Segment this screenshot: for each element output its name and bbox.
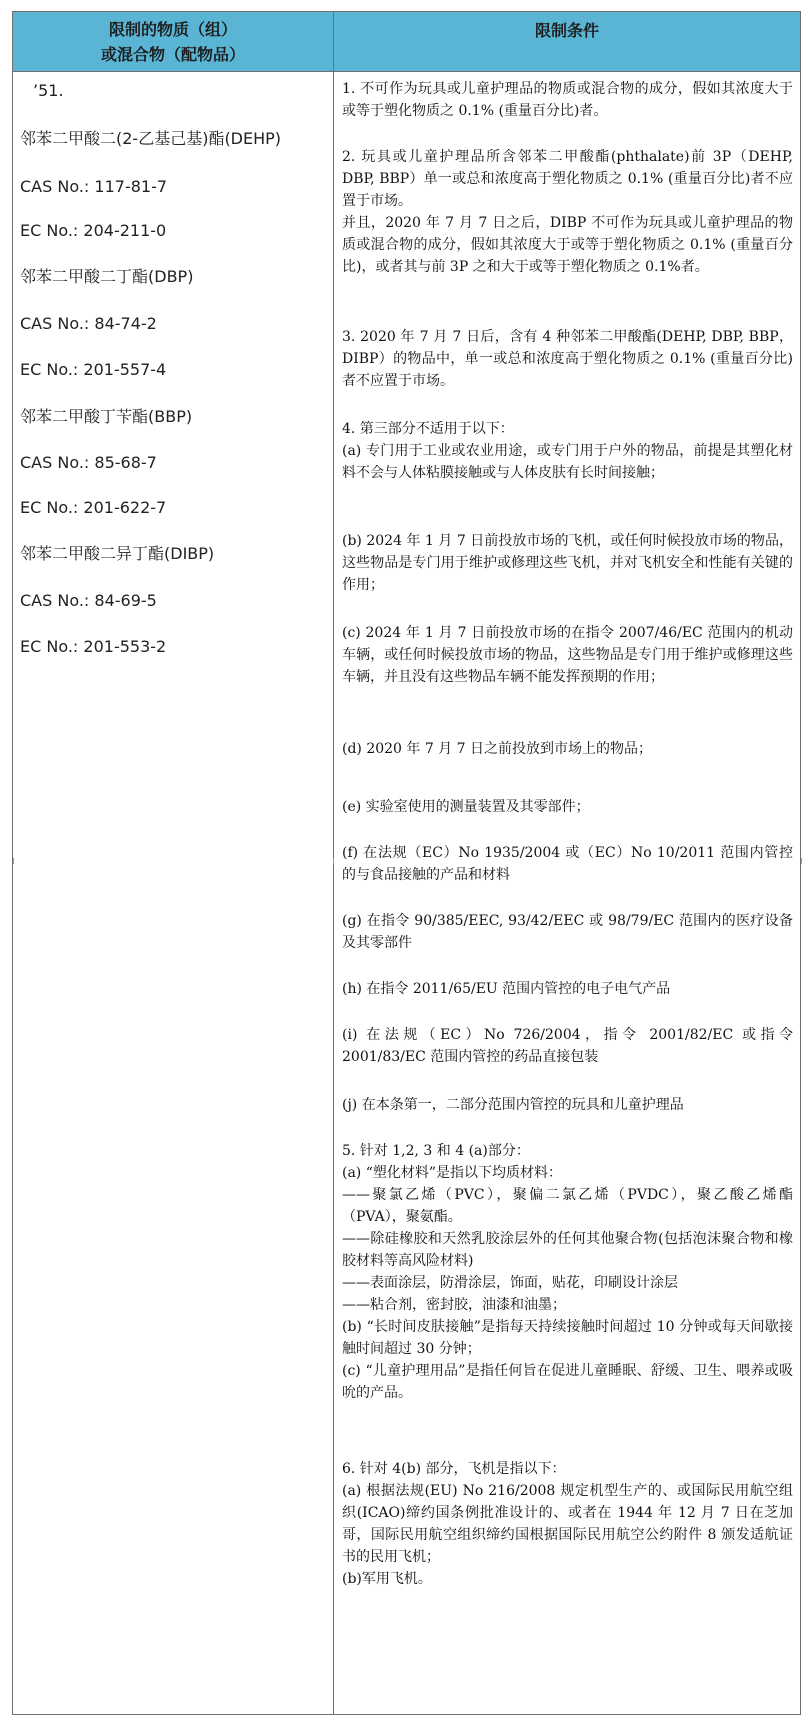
condition-paragraph-5: 5. 针对 1,2, 3 和 4 (a)部分： (a) “塑化材料”是指以下均质材料： ——聚氯乙烯（PVC），聚偏二氯乙烯（PVDC），聚乙酸乙烯酯（PVA），聚氨酯。 ——除硅橡胶和天然乳胶涂层外的任何其他聚合物(包括泡沫聚合物和橡胶材料等高风险材料) ——表面涂层，防滑涂层，饰面，贴花，印刷设计涂层 ——粘合剂，密封胶，油漆和油墨； (b) “长时间皮肤接触”是指每天持续接触时间超过 10 分钟或每天间歇接触时间超过 30 分钟； (c) “儿童护理用品”是指任何旨在促进儿童睡眠、舒缓、卫生、喂养或吸吮的产品。	[342, 1143, 793, 1401]
ec-number-bbp: EC No.: 201-622-7	[20, 498, 167, 517]
substance-name-dibp: 邻苯二甲酸二异丁酯(DIBP)	[20, 544, 215, 563]
table-header-row	[13, 12, 800, 72]
condition-paragraph-4c: (c) 2024 年 1 月 7 日前投放市场的在指令 2007/46/EC 范围内的机动车辆，或任何时候投放市场的物品，这些物品是专门用于维护或修理这些车辆，并且没有这些物品车辆不能发挥预期的作用；	[342, 625, 793, 685]
cas-number-dbp: CAS No.: 84-74-2	[20, 314, 157, 333]
left-edge-mark	[13, 858, 14, 864]
restriction-table	[12, 11, 801, 1715]
condition-paragraph-4j: (j) 在本条第一，二部分范围内管控的玩具和儿童护理品	[342, 1097, 684, 1113]
right-edge-mark	[801, 858, 802, 864]
header-substance-cell	[13, 12, 333, 72]
middle-edge-mark	[333, 858, 334, 864]
condition-paragraph-4f: (f) 在法规（EC）No 1935/2004 或（EC）No 10/2011 范围内管控的与食品接触的产品和材料	[342, 845, 793, 883]
ec-number-dehp: EC No.: 204-211-0	[20, 221, 167, 240]
condition-paragraph-4i: (i) 在法规（EC）No 726/2004，指令 2001/82/EC 或指令 2001/83/EC 范围内管控的药品直接包装	[342, 1027, 798, 1065]
entry-number: ’51.	[33, 81, 64, 100]
substance-name-bbp: 邻苯二甲酸丁苄酯(BBP)	[20, 407, 193, 426]
ec-number-dbp: EC No.: 201-557-4	[20, 360, 167, 379]
condition-paragraph-4: 4. 第三部分不适用于以下： (a) 专门用于工业或农业用途，或专门用于户外的物品，前提是其塑化材料不会与人体粘膜接触或与人体皮肤有长时间接触；	[342, 421, 793, 481]
condition-paragraph-1: 1. 不可作为玩具或儿童护理品的物质或混合物的成分，假如其浓度大于或等于塑化物质之 0.1% (重量百分比)者。	[342, 81, 793, 119]
header-substance-line2: 或混合物（配物品）	[100, 45, 245, 64]
condition-paragraph-4e: (e) 实验室使用的测量装置及其零部件；	[342, 799, 590, 815]
condition-paragraph-4g: (g) 在指令 90/385/EEC, 93/42/EEC 或 98/79/EC 范围内的医疗设备及其零部件	[342, 913, 793, 951]
substance-name-dehp: 邻苯二甲酸二(2-乙基己基)酯(DEHP)	[20, 129, 282, 148]
condition-paragraph-2: 2. 玩具或儿童护理品所含邻苯二甲酸酯(phthalate)前 3P（DEHP, DBP, BBP）单一或总和浓度高于塑化物质之 0.1% (重量百分比)者不应置于市场。 并且，2020 年 7 月 7 日之后，DIBP 不可作为玩具或儿童护理品的物质或混合物的成分，假如其浓度大于或等于塑化物质之 0.1% (重量百分比)，或者其与前 3P 之和大于或等于塑化物质之 0.1%者。	[342, 149, 793, 275]
condition-paragraph-3: 3. 2020 年 7 月 7 日后，含有 4 种邻苯二甲酸酯(DEHP, DBP, BBP，DIBP）的物品中，单一或总和浓度高于塑化物质之 0.1% (重量百分比)者不应置于市场。	[342, 329, 793, 389]
cas-number-bbp: CAS No.: 85-68-7	[20, 453, 157, 472]
ec-number-dibp: EC No.: 201-553-2	[20, 637, 167, 656]
substance-name-dbp: 邻苯二甲酸二丁酯(DBP)	[20, 267, 194, 286]
condition-paragraph-4b: (b) 2024 年 1 月 7 日前投放市场的飞机，或任何时候投放市场的物品，这些物品是专门用于维护或修理这些飞机，并对飞机安全和性能有关键的作用；	[342, 533, 793, 593]
condition-paragraph-6: 6. 针对 4(b) 部分，飞机是指以下： (a) 根据法规(EU) No 216/2008 规定机型生产的、或国际民用航空组织(ICAO)缔约国条例批准设计的、或者在 1944 年 12 月 7 日在芝加哥，国际民用航空组织缔约国根据国际民用航空公约附件 8 颁发适航证书的民用飞机； (b)军用飞机。	[342, 1461, 793, 1587]
header-conditions-cell	[334, 12, 800, 72]
cas-number-dibp: CAS No.: 84-69-5	[20, 591, 157, 610]
header-conditions-title: 限制条件	[534, 21, 599, 40]
condition-paragraph-4d: (d) 2020 年 7 月 7 日之前投放到市场上的物品；	[342, 741, 653, 757]
cas-number-dehp: CAS No.: 117-81-7	[20, 177, 168, 196]
condition-paragraph-4h: (h) 在指令 2011/65/EU 范围内管控的电子电气产品	[342, 981, 671, 997]
header-substance-line1: 限制的物质（组）	[108, 20, 237, 39]
